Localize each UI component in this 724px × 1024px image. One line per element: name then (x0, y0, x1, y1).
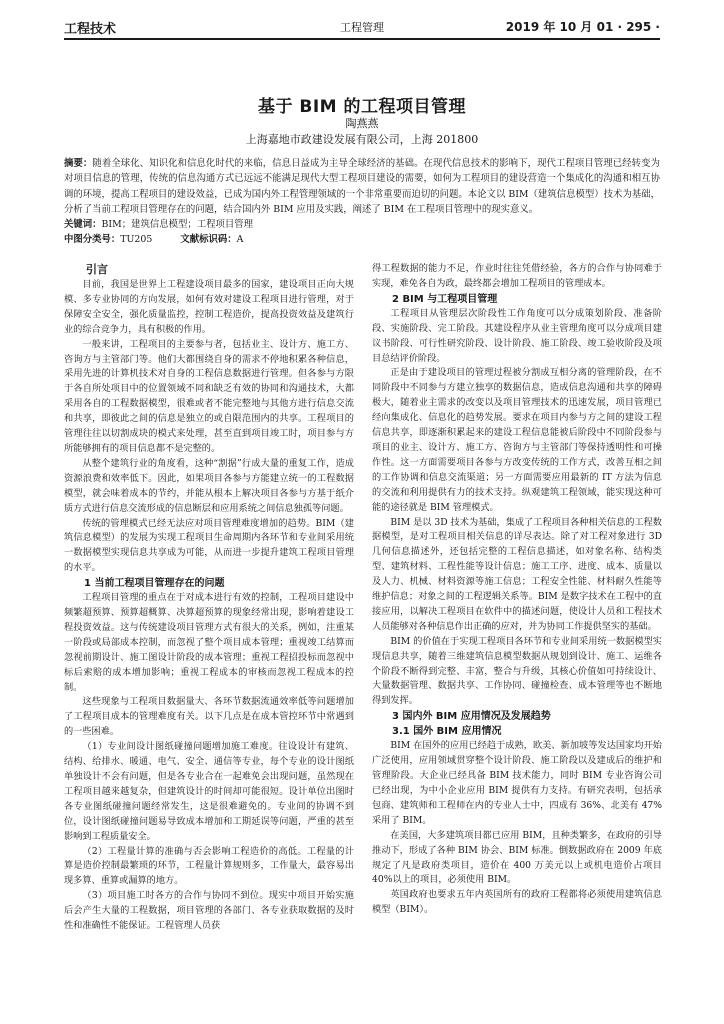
section-heading: 3 国内外 BIM 应用情况及发展趋势 (392, 711, 551, 723)
issue-info: 2019 年 10 月 01 · 295 · (505, 20, 660, 34)
clc-label: 中图分类号： (64, 234, 121, 246)
page-header (64, 14, 660, 36)
body-paragraph: （1）专业间设计图纸碰撞问题增加施工难度。往设设计有建筑、结构、给排水、暖通、电气、安全、通信等专业，每个专业的设计图纸单独设计不会有问题，但是各专业合在一起难免会出现问题，虽然现在工程项目越来越复杂，但建筑设计的时间却可能很短。设计单位出图时各专业图纸碰撞问题经常发生，这是很难避免的。专业间的协调不到位，设计图纸碰撞问题易导致成本增加和工期延误等问题，严重的甚至影响到工程质量安全。 (64, 741, 354, 842)
doc-code-label: 文献标识码： (180, 234, 237, 246)
abstract-block (64, 156, 660, 247)
body-paragraph: 工程项目从管理层次阶段性工作角度可以分成策划阶段、准备阶段、实施阶段、完工阶段。其建设程序从业主管理角度可以分成项目建议书阶段、可行性研究阶段、设计阶段、施工阶段、竣工验收阶段及项目总结评价阶段。 (372, 307, 662, 364)
section-name: 工程管理 (340, 21, 384, 34)
right-column (372, 262, 662, 918)
keywords-line (64, 217, 660, 232)
keywords-text: BIM；建筑信息模型；工程项目管理 (101, 219, 253, 231)
body-paragraph: 工程项目管理的重点在于对成本进行有效的控制，工程项目建设中频繁超预算、预算超概算、决算超预算的现象经常出现，影响着建设工程投资效益。这与传统建设项目管理方式有很大的关系，例如，注重某一阶段或局部成本控制，而忽视了整个项目成本管理；重视竣工结算而忽视前期设计、施工图设计阶段的成本管理；重视工程招投标而忽视中标后索赔的成本增加影响；重视工程成本的审核而忽视工程成本的控制。 (64, 592, 354, 693)
section-heading: 引言 (86, 263, 108, 276)
abstract-text: 随着全球化、知识化和信息化时代的来临，信息日益成为主导全球经济的基础。在现代信息技术的影响下，现代工程项目管理已经转变为对项目信息的管理，传统的信息沟通方式已远远不能满足现代大型工程项目建设的需要，如何为工程项目的建设营造一个集成化的沟通和相互协调的环境，提高工程项目的建设效益，已成为国内外工程管理领域的一个非常重要而迫切的问题。本论文以 BIM（建筑信息模型）技术为基础，分析了当前工程项目管理存在的问题，结合国内外 BIM 应用及实践，阐述了 BIM 在工程项目管理中的现实意义。 (64, 158, 660, 215)
body-paragraph: （2）工程量计算的准确与否会影响工程造价的高低。工程量的计算是造价控制最繁琐的环节，工程量计算规则多，工作量大，最容易出现多算、重算或漏算的地方。 (64, 845, 354, 887)
body-paragraph: （3）项目施工时各方的合作与协同不到位。现实中项目开始实施后会产生大量的工程数据，项目管理的各部门、各专业获取数据的及时性和准确性不能保证。工程管理人员获 (64, 890, 354, 932)
body-paragraph: 目前，我国是世界上工程建设项目最多的国家，建设项目正向大规模、多专业协同的方向发展，如何有效对建设工程项目进行管理，对于保障安全安全，强化质量监控，控制工程造价，提高投资效益及建筑行业的综合竞争力，具有积极的作用。 (64, 279, 354, 335)
body-paragraph: BIM 在国外的应用已经趋于成熟，欧美、新加坡等发达国家均开始广泛使用，应用领域贯穿整个设计阶段、施工阶段以及建成后的维护和管理阶段。大企业已经具备 BIM 技术能力，同时 BIM 专业咨询公司已经出现，为中小企业应用 BIM 提供有力支持。有研究表明，包括承包商、建筑师和工程师在内的专业人士中，四成有 36%、北美有 47%采用了 BIM。 (372, 740, 662, 826)
journal-name: 工程技术 (64, 22, 117, 37)
keywords-label: 关键词： (64, 219, 102, 231)
body-paragraph: 这些现象与工程项目数据量大、各环节数据流通效率低等问题增加了工程项目成本的管理难度有关。以下几点是在成本管控环节中常遇到的一些困难。 (64, 696, 354, 738)
body-paragraph: 传统的管理模式已经无法应对项目管理难度增加的趋势。BIM（建筑信息模型）的发展为实现工程项目生命周期内各环节和专业间采用统一数据模型实现信息共享成为可能，从而进一步提升建筑工程项目管理的水平。 (64, 517, 354, 574)
clc-value: TU205 (120, 234, 153, 246)
body-paragraph: 在美国，大多建筑项目都已应用 BIM，且种类繁多，在政府的引导推动下，形成了各种 BIM 协会、BIM 标准。倒数据政府在 2009 年底规定了凡是政府类项目，造价在 400 万美元以上或机电造价占项目 40%以上的项目，必须使用 BIM。 (372, 829, 662, 886)
left-column (64, 262, 354, 934)
doc-code-value: A (236, 234, 244, 246)
section-heading: 3.1 国外 BIM 应用情况 (392, 726, 502, 738)
section-heading: 1 当前工程项目管理存在的问题 (84, 578, 225, 590)
body-paragraph: 正是由于建设项目的管理过程被分割成互相分离的管理阶段，在不同阶段中不同参与方建立独享的数据信息，造成信息沟通和共享的障碍极大，随着业主需求的改变以及项目管理技术的迅速发展，项目管理已经向集成化、信息化的趋势发展。要求在项目内参与方之间的建设工程信息共享，即逐渐积累起来的建设工程信息能被后阶段中不同阶段参与项目的业主、设计方、施工方、咨询方与主管部门等保持透明性和可操作性。这一方面需要项目各参与方改变传统的工作方式，改善互相之间的工作协调和信息交流渠道；另一方面需要应用最新的 IT 方法为信息的交流和利用提供有力的技术支持。纵观建筑工程领域，能实现这种可能的途径就是 BIM 管理模式。 (372, 367, 662, 513)
body-paragraph: 从整个建筑行业的角度看，这种“割据”行成大量的重复工作，造成资源浪费和效率低下。因此，如果项目各参与方能建立统一的工程数据模型，就会味着成本的节约，并能从根本上解决项目各参与方基于纸介质方式进行信息交流形成的信息断层和应用系统之间信息独孤等问题。 (64, 457, 354, 514)
article-title: 基于 BIM 的工程项目管理 (257, 97, 467, 117)
body-paragraph: 英国政府也要求五年内英国所有的政府工程都将必须使用建筑信息模型（BIM）。 (372, 889, 662, 916)
abstract-paragraph (64, 156, 660, 217)
classification-line (64, 232, 660, 247)
section-heading: 2 BIM 与工程项目管理 (392, 293, 498, 305)
article-author: 陶燕燕 (345, 117, 379, 130)
abstract-label: 摘要： (64, 158, 93, 169)
body-paragraph: BIM 是以 3D 技术为基础，集成了工程项目各种相关信息的工程数据模型，是对工程项目相关信息的详尽表达。除了对工程对象进行 3D 几何信息描述外，还包括完整的工程信息描述，如对象名称、结构类型、建筑材料、工程性能等设计信息；施工工序、进度、成本、质量以及人力、机械、材料资源等施工信息；工程安全性能、材料耐久性能等维护信息；对象之间的工程逻辑关系等。BIM 是数字技术在工程中的直接应用，以解决工程项目在软件中的描述问题，使设计人员和工程技术人员能够对各种信息作出正确的应对，并为协同工作提供坚实的基础。 (372, 516, 662, 632)
body-paragraph: 得工程数据的能力不足，作业时往往凭借经验，各方的合作与协同难于实现，难免各自为政，最终都会增加工程项目的管理成本。 (372, 263, 662, 289)
body-paragraph: BIM 的价值在于实现工程项目各环节和专业间采用统一数据模型实现信息共享，随着三维建筑信息模型数据从规划到设计、施工、运维各个阶段不断得到完整、丰富，整合与升级，其核心价值如可持续设计、大量数据管理、数据共享、工作协同、碰撞检查、成本管理等也不断地得到发挥。 (372, 635, 662, 707)
article-affiliation: 上海嘉地市政建设发展有限公司，上海 201800 (245, 133, 479, 146)
header-rule (64, 38, 660, 40)
body-paragraph: 一般来讲，工程项目的主要参与者，包括业主、设计方、施工方、咨询方与主管部门等。他们大都围绕自身的需求不停地积累各种信息，采用先进的计算机技术对自身的工程信息数据进行管理。但各参与方限于各自所处项目中的位置领域不同和缺乏有效的协同和沟通技术，大都采用各自的工程数据模型，很难或者不能完整地与其他方进行信息交流和共享，即彼此之间的信息是独立的或自限范围内的共享。工程项目的管理往往以切割成块的模式来处理，甚至直到项目竣工时，项目参与方所能够拥有的项目信息都不是完整的。 (64, 338, 354, 454)
